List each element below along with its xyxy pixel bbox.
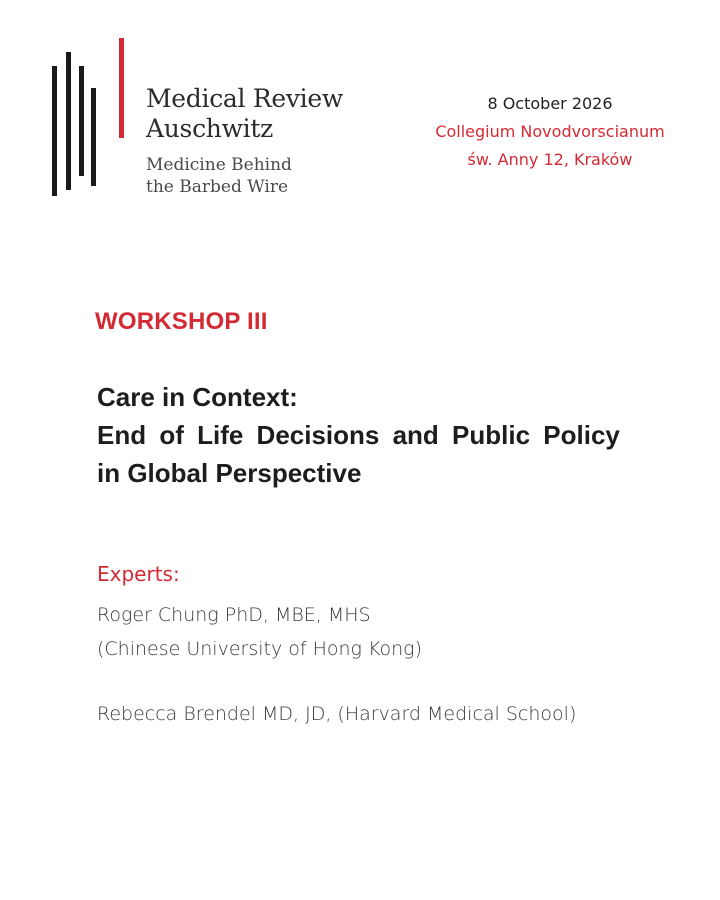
event-venue: Collegium Novodvorscianum (435, 122, 665, 141)
brand-title-line: Medical Review (146, 84, 343, 113)
logo-bar (66, 52, 71, 190)
event-date: 8 October 2026 (487, 94, 613, 113)
workshop-title-line: in Global Perspective (97, 458, 362, 488)
expert-name: Roger Chung PhD, MBE, MHS (97, 604, 371, 626)
workshop-label: WORKSHOP III (95, 308, 268, 335)
workshop-title (97, 378, 647, 492)
experts-label: Experts: (97, 562, 180, 586)
brand-subtitle (146, 154, 343, 198)
brand-subtitle-line: the Barbed Wire (146, 177, 289, 197)
logo-bar-red (119, 38, 124, 138)
expert-name: Rebecca Brendel MD, JD, (Harvard Medical School) (97, 703, 577, 725)
expert-entry (97, 598, 422, 666)
logo-bar (91, 88, 96, 186)
workshop-title-line: End of Life Decisions and Public Policy (97, 420, 620, 450)
logo-bar (52, 66, 57, 196)
logo-mark (52, 38, 132, 198)
brand-block (146, 84, 343, 198)
expert-affiliation: (Chinese University of Hong Kong) (97, 638, 422, 660)
workshop-title-line: Care in Context: (97, 382, 298, 412)
brand-subtitle-line: Medicine Behind (146, 155, 292, 175)
event-info (420, 90, 680, 174)
expert-entry (97, 697, 576, 731)
brand-title (146, 84, 343, 144)
brand-title-line: Auschwitz (146, 114, 273, 143)
logo-bar (79, 66, 84, 176)
event-address: św. Anny 12, Kraków (467, 150, 633, 169)
